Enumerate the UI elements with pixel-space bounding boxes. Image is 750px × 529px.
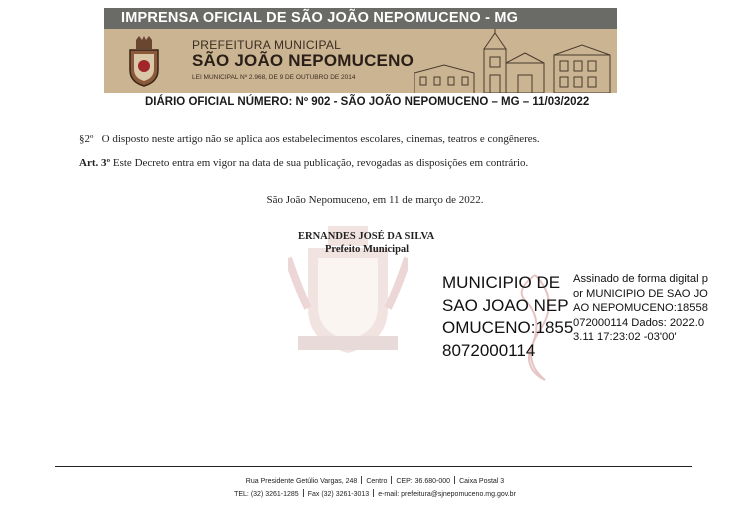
footer-fax: Fax (32) 3261-3013 — [307, 491, 370, 498]
footer-contact-line — [0, 489, 750, 498]
masthead-banner — [104, 8, 617, 93]
footer-district: Centro — [366, 478, 388, 485]
footer-box: Caixa Postal 3 — [459, 478, 505, 485]
banner-law: LEI MUNICIPAL Nº 2.968, DE 9 DE OUTUBRO DE 2014 — [192, 74, 356, 81]
footer-phone: TEL: (32) 3261-1285 — [234, 491, 299, 498]
article-label: Art. 3º — [79, 157, 111, 169]
signer-role: Prefeito Municipal — [325, 244, 410, 255]
paragraph-label: §2º — [79, 133, 94, 145]
banner-prefeitura: PREFEITURA MUNICIPAL — [192, 38, 342, 52]
article-text: Este Decreto entra em vigor na data de sua publicação, revogadas as disposições em contrário. — [112, 157, 529, 169]
paragraph-2 — [79, 133, 540, 145]
footer-cep: CEP: 36.680-000 — [396, 478, 451, 485]
footer-address-line — [0, 476, 750, 485]
dateline: São João Nepomuceno, em 11 de março de 2022. — [266, 194, 484, 206]
footer-divider — [55, 466, 692, 467]
edition-line: DIÁRIO OFICIAL NÚMERO: Nº 902 - SÃO JOÃO NEPOMUCENO – MG – 11/03/2022 — [145, 96, 590, 108]
digital-signature-subject: MUNICIPIO DE SAO JOAO NEPOMUCENO:18558072000114 — [442, 273, 574, 360]
digital-signature-details: Assinado de forma digital por MUNICIPIO DE SAO JOAO NEPOMUCENO:18558072000114 Dados: 2022.03.11 17:23:02 -03'00' — [573, 273, 708, 344]
article-3 — [79, 157, 528, 169]
church-illustration-icon — [414, 29, 617, 93]
footer-email[interactable]: e-mail: prefeitura@sjnepomuceno.mg.gov.br — [378, 491, 516, 498]
footer-address: Rua Presidente Getúlio Vargas, 248 — [245, 478, 358, 485]
masthead-title: IMPRENSA OFICIAL DE SÃO JOÃO NEPOMUCENO - MG — [104, 8, 617, 29]
banner-city-name: SÃO JOÃO NEPOMUCENO — [192, 51, 414, 70]
signer-name: ERNANDES JOSÉ DA SILVA — [298, 231, 435, 242]
paragraph-text: O disposto neste artigo não se aplica aos estabelecimentos escolares, cinemas, teatros e congêneres. — [101, 133, 540, 145]
coat-of-arms-icon — [124, 36, 164, 88]
